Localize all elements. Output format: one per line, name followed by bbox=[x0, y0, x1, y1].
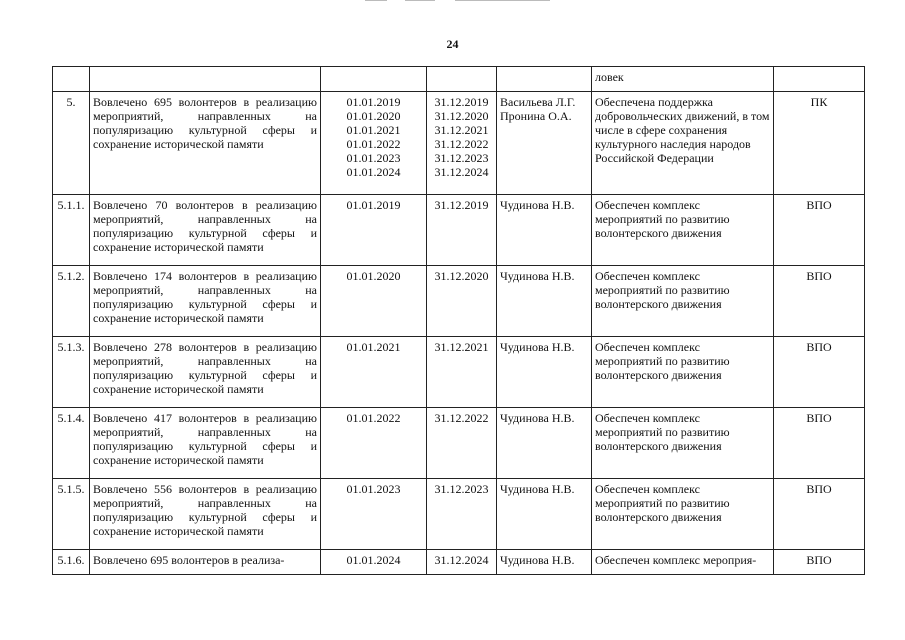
start-date: 01.01.2024 bbox=[346, 165, 401, 179]
page-number: 24 bbox=[446, 37, 459, 51]
start-date: 01.01.2020 bbox=[346, 109, 401, 123]
table-row bbox=[53, 550, 865, 575]
cell-result: ловек bbox=[592, 67, 774, 92]
cell-org: ВПО bbox=[774, 266, 865, 337]
cell-description: Вовлечено 417 волонтеров в реализацию мероприятий, направленных на популяризацию культурной сферы и сохранение исторической памяти bbox=[90, 408, 321, 479]
cell-end-date: 31.12.2019 bbox=[427, 195, 497, 266]
responsible-person: Пронина О.А. bbox=[500, 109, 572, 123]
cell-result: Обеспечен комплекс мероприятий по развитию волонтерского движения bbox=[592, 408, 774, 479]
cell-num: 5.1.4. bbox=[53, 408, 90, 479]
cell-result: Обеспечен комплекс мероприятий по развитию волонтерского движения bbox=[592, 266, 774, 337]
cell-start-date: 01.01.2020 bbox=[321, 266, 427, 337]
cell-start-date: 01.01.2019 bbox=[321, 195, 427, 266]
table-row bbox=[53, 266, 865, 337]
cell-org: ВПО bbox=[774, 337, 865, 408]
table-row bbox=[53, 408, 865, 479]
cell-num: 5.1.6. bbox=[53, 550, 90, 575]
cell-description: Вовлечено 695 волонтеров в реализа- bbox=[90, 550, 321, 575]
start-date: 01.01.2023 bbox=[346, 151, 401, 165]
end-date: 31.12.2024 bbox=[434, 165, 489, 179]
cell-responsible: Чудинова Н.В. bbox=[497, 266, 592, 337]
cell-description: Вовлечено 70 волонтеров в реализацию мероприятий, направленных на популяризацию культурной сферы и сохранение исторической памяти bbox=[90, 195, 321, 266]
cell-start-dates bbox=[321, 92, 427, 195]
cell-end-date: 31.12.2021 bbox=[427, 337, 497, 408]
cell-responsible: Чудинова Н.В. bbox=[497, 195, 592, 266]
end-date: 31.12.2022 bbox=[434, 137, 489, 151]
cell-num: 5.1.5. bbox=[53, 479, 90, 550]
cell-end-date: 31.12.2020 bbox=[427, 266, 497, 337]
responsible-person: Васильева Л.Г. bbox=[500, 95, 576, 109]
cell-description bbox=[90, 67, 321, 92]
cell-num bbox=[53, 67, 90, 92]
start-date: 01.01.2022 bbox=[346, 137, 401, 151]
cell-org: ВПО bbox=[774, 550, 865, 575]
cell-start-date: 01.01.2024 bbox=[321, 550, 427, 575]
end-date: 31.12.2019 bbox=[434, 95, 489, 109]
cell-responsible: Чудинова Н.В. bbox=[497, 337, 592, 408]
cell-description: Вовлечено 174 волонтеров в реализацию мероприятий, направленных на популяризацию культурной сферы и сохранение исторической памяти bbox=[90, 266, 321, 337]
cell-result: Обеспечена поддержка добровольческих движений, в том числе в сфере сохранения культурного наследия народов Российской Федерации bbox=[592, 92, 774, 195]
table-row bbox=[53, 337, 865, 408]
table-row bbox=[53, 479, 865, 550]
table-row-continuation bbox=[53, 67, 865, 92]
cell-start-date: 01.01.2021 bbox=[321, 337, 427, 408]
start-date: 01.01.2021 bbox=[346, 123, 401, 137]
cell-result: Обеспечен комплекс мероприя- bbox=[592, 550, 774, 575]
events-table bbox=[52, 66, 865, 575]
cell-end-date: 31.12.2022 bbox=[427, 408, 497, 479]
cell-num: 5.1.3. bbox=[53, 337, 90, 408]
cell-result: Обеспечен комплекс мероприятий по развитию волонтерского движения bbox=[592, 337, 774, 408]
cell-end-dates bbox=[427, 92, 497, 195]
end-date: 31.12.2023 bbox=[434, 151, 489, 165]
cell-end-date: 31.12.2023 bbox=[427, 479, 497, 550]
cell-responsible bbox=[497, 92, 592, 195]
cell-start-date: 01.01.2023 bbox=[321, 479, 427, 550]
table-row bbox=[53, 92, 865, 195]
cell-org: ПК bbox=[774, 92, 865, 195]
cell-org: ВПО bbox=[774, 479, 865, 550]
end-date: 31.12.2021 bbox=[434, 123, 489, 137]
cell-start-date bbox=[321, 67, 427, 92]
cell-description: Вовлечено 695 волонтеров в реализацию мероприятий, направленных на популяризацию культурной сферы и сохранение исторической памяти bbox=[90, 92, 321, 195]
scan-top-marks bbox=[365, 0, 555, 4]
cell-org: ВПО bbox=[774, 195, 865, 266]
cell-result: Обеспечен комплекс мероприятий по развитию волонтерского движения bbox=[592, 195, 774, 266]
cell-responsible bbox=[497, 67, 592, 92]
cell-org bbox=[774, 67, 865, 92]
cell-responsible: Чудинова Н.В. bbox=[497, 479, 592, 550]
cell-responsible: Чудинова Н.В. bbox=[497, 550, 592, 575]
start-date: 01.01.2019 bbox=[346, 95, 401, 109]
end-date: 31.12.2020 bbox=[434, 109, 489, 123]
cell-end-date: 31.12.2024 bbox=[427, 550, 497, 575]
cell-num: 5. bbox=[53, 92, 90, 195]
cell-num: 5.1.1. bbox=[53, 195, 90, 266]
cell-description: Вовлечено 278 волонтеров в реализацию мероприятий, направленных на популяризацию культурной сферы и сохранение исторической памяти bbox=[90, 337, 321, 408]
cell-result: Обеспечен комплекс мероприятий по развитию волонтерского движения bbox=[592, 479, 774, 550]
cell-responsible: Чудинова Н.В. bbox=[497, 408, 592, 479]
cell-description: Вовлечено 556 волонтеров в реализацию мероприятий, направленных на популяризацию культурной сферы и сохранение исторической памяти bbox=[90, 479, 321, 550]
cell-start-date: 01.01.2022 bbox=[321, 408, 427, 479]
cell-num: 5.1.2. bbox=[53, 266, 90, 337]
cell-end-date bbox=[427, 67, 497, 92]
cell-org: ВПО bbox=[774, 408, 865, 479]
table-row bbox=[53, 195, 865, 266]
